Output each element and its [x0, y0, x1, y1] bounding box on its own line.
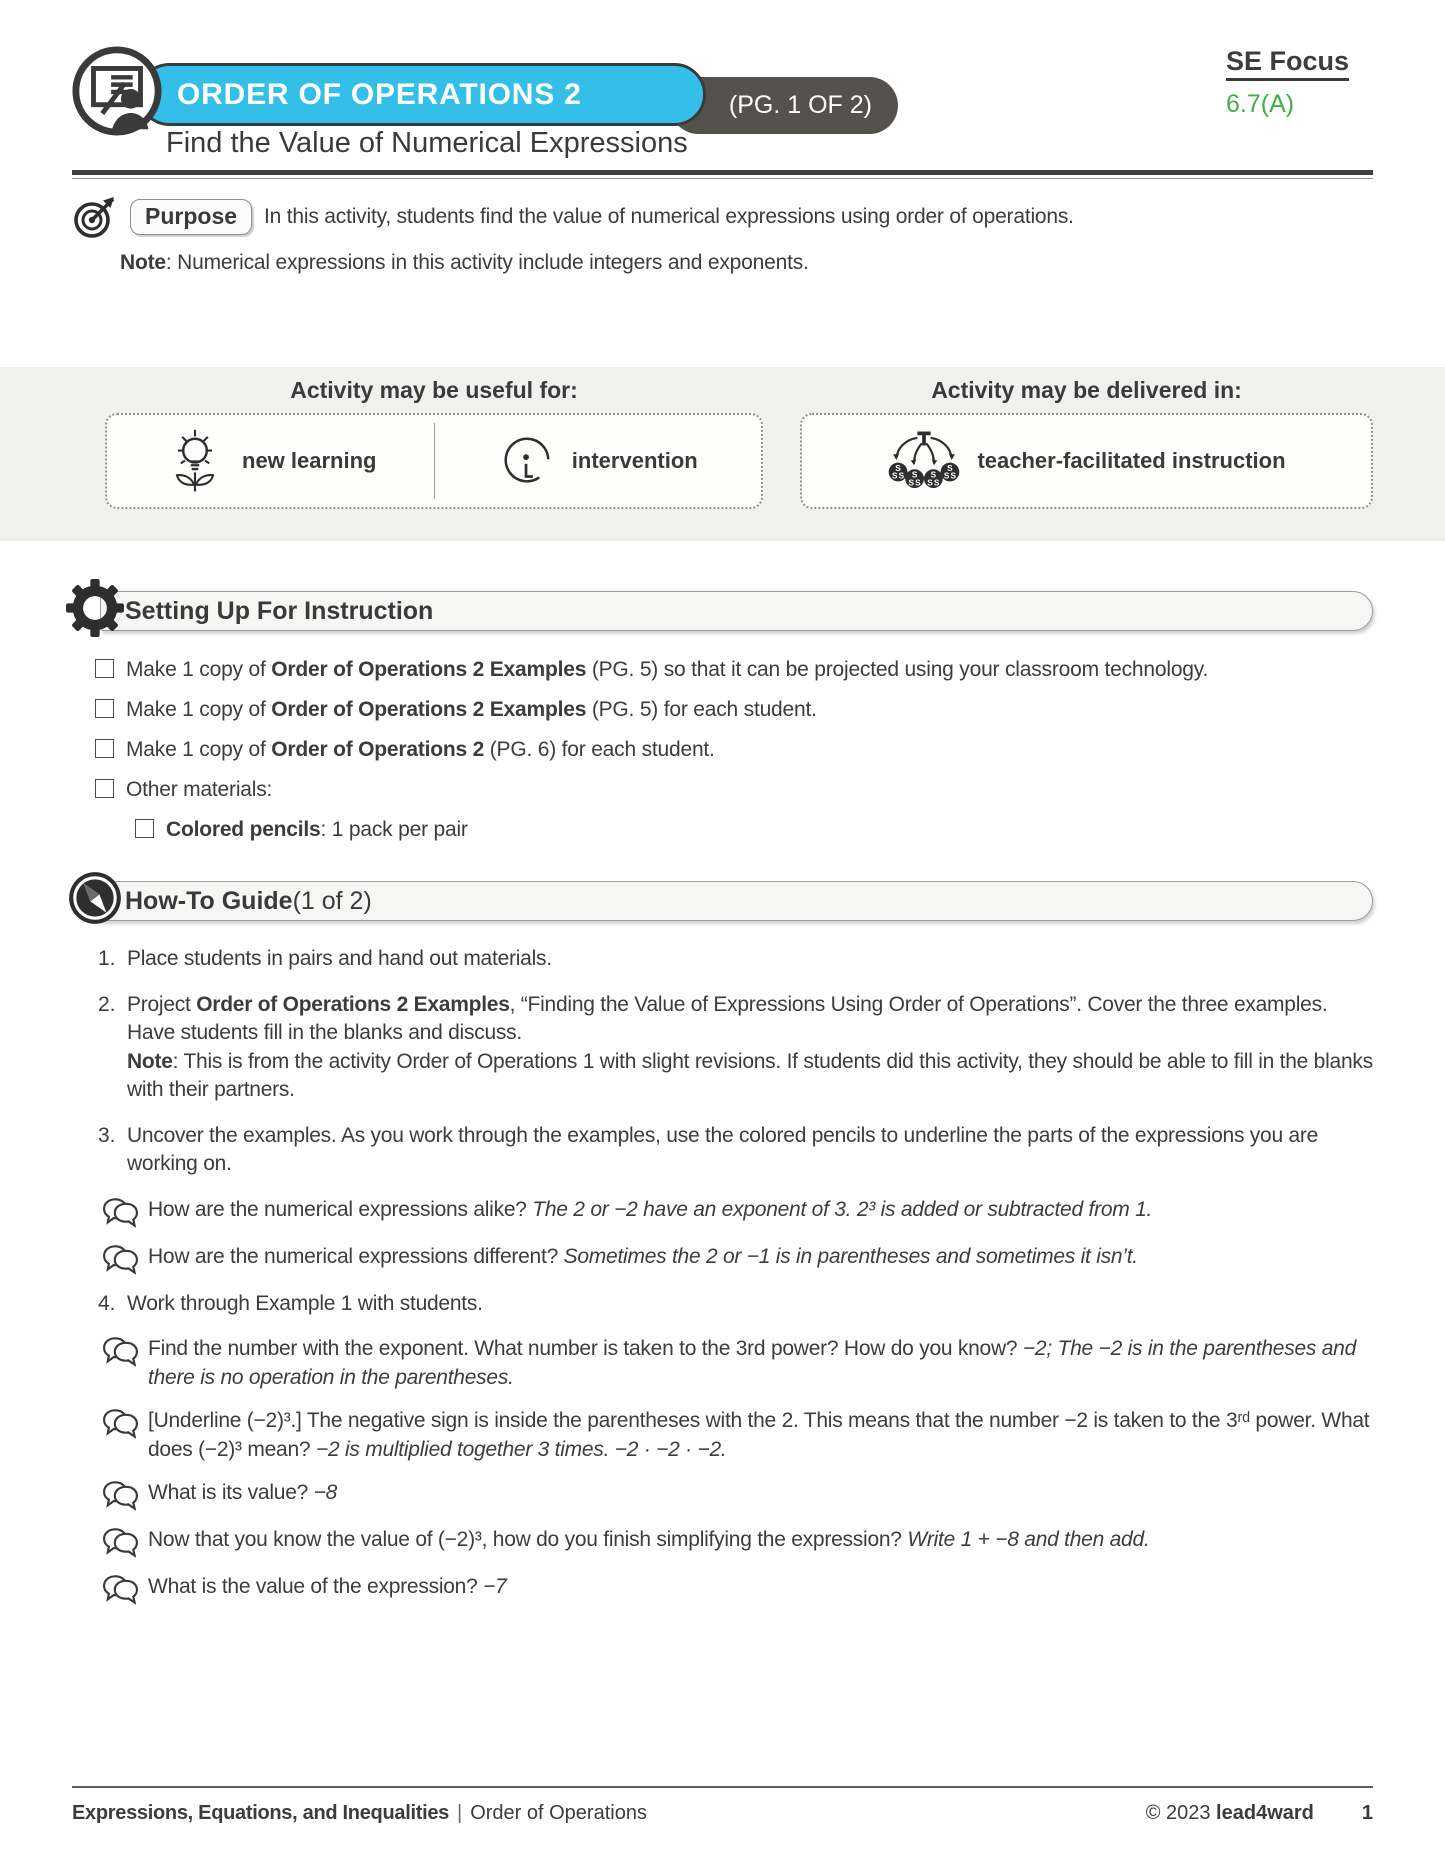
item-text: Other materials: [126, 778, 273, 801]
answer-text: −8 [313, 1481, 338, 1504]
guide-question [102, 1335, 1375, 1392]
item-bold: Order of Operations 2 [271, 738, 485, 761]
note-label: Note [120, 251, 166, 274]
useful-for-column [105, 377, 763, 509]
guide-question [102, 1573, 1375, 1605]
page-number: 1 [1361, 1802, 1373, 1824]
guide-step [98, 1122, 1375, 1179]
setup-checklist [95, 655, 1375, 855]
item-text: Make 1 copy of [126, 658, 272, 681]
question-text: Now that you know the value of (−2)³, how do you finish simplifying the expression? [148, 1528, 908, 1551]
header-divider [72, 170, 1373, 175]
item-text: (PG. 6) for each student. [484, 738, 715, 761]
step-text-part: Project [127, 992, 197, 1016]
item-bold: Order of Operations 2 Examples [271, 698, 587, 721]
teacher-facilitated-item [802, 415, 1371, 507]
step-text: Work through Example 1 with students. [127, 1291, 483, 1315]
item-text: Make 1 copy of [126, 738, 272, 761]
answer-text: −7 [483, 1575, 507, 1598]
intervention-circle-i-icon [498, 432, 556, 490]
gear-icon [66, 579, 124, 637]
delivered-in-column [800, 377, 1373, 509]
footer-strand: Expressions, Equations, and Inequalities [72, 1802, 449, 1824]
checkbox [95, 699, 114, 718]
guide-step [98, 1290, 1375, 1319]
checklist-sub-item [135, 815, 1375, 844]
guide-question [102, 1196, 1375, 1228]
teacher-students-icon [887, 429, 961, 493]
item-text: (PG. 5) for each student. [586, 698, 817, 721]
checklist-item [95, 775, 1375, 804]
intervention-label: intervention [571, 448, 698, 473]
setup-header-title: Setting Up For Instruction [125, 596, 434, 625]
purpose-section [72, 194, 1373, 275]
purpose-label: Purpose [130, 199, 252, 235]
step-text: Uncover the examples. As you work through the examples, use the colored pencils to underline the parts of the expressions you are working on. [127, 1123, 1319, 1175]
checklist-item [95, 655, 1375, 684]
checkbox [135, 819, 154, 838]
step-number: 4. [98, 1291, 116, 1315]
delivered-in-title: Activity may be delivered in: [931, 377, 1242, 403]
step-number: 3. [98, 1123, 116, 1147]
step-note [127, 1048, 1375, 1105]
useful-for-title: Activity may be useful for: [290, 377, 578, 403]
step-number: 1. [98, 947, 116, 970]
guide-question [102, 1479, 1375, 1511]
lightbulb-sprout-icon [164, 425, 226, 497]
discussion-question-icon [102, 1574, 140, 1605]
discussion-question-icon [102, 1336, 140, 1367]
note-label: Note [127, 1049, 173, 1073]
useful-for-box [105, 413, 763, 509]
intervention-item [435, 415, 762, 507]
item-text: (PG. 5) so that it can be projected using your classroom technology. [586, 658, 1209, 681]
header-divider-thin [72, 178, 1373, 179]
usage-band [0, 367, 1445, 541]
discussion-question-icon [102, 1480, 140, 1511]
target-arrow-icon [72, 194, 118, 240]
page-indicator: (PG. 1 OF 2) [728, 91, 872, 119]
presentation-board-icon [70, 44, 164, 138]
step-number: 2. [98, 992, 116, 1016]
answer-text: The 2 or −2 have an exponent of 3. 2³ is added or subtracted from 1. [532, 1197, 1153, 1221]
checkbox [95, 739, 114, 758]
footer-copyright [1146, 1802, 1314, 1825]
activity-title: ORDER OF OPERATIONS 2 [177, 77, 582, 111]
se-focus-block [1226, 46, 1349, 119]
step-text [127, 991, 1375, 1105]
answer-text: Sometimes the 2 or −1 is in parentheses and sometimes it isn’t. [563, 1244, 1138, 1268]
discussion-question-icon [102, 1527, 140, 1558]
question-text: [Underline (−2)³.] The negative sign is inside the parentheses with the 2. This means that the number −2 is taken to the 3ʳᵈ power. What does (−2)³ mean? [148, 1409, 1370, 1461]
checkbox [95, 659, 114, 678]
setup-section-header [100, 591, 1373, 631]
question-text: How are the numerical expressions alike? [148, 1197, 533, 1221]
discussion-question-icon [102, 1408, 140, 1439]
item-text: Make 1 copy of [126, 698, 272, 721]
howto-header-count: (1 of 2) [292, 886, 372, 915]
new-learning-item [107, 415, 434, 507]
page-footer [72, 1786, 1373, 1825]
guide-step [98, 991, 1375, 1105]
howto-header-title: How-To Guide [125, 886, 293, 915]
howto-section-header [100, 881, 1373, 921]
teacher-facilitated-label: teacher-facilitated instruction [977, 448, 1286, 473]
note-text: : Numerical expressions in this activity include integers and exponents. [165, 251, 809, 274]
purpose-note [120, 251, 1373, 275]
footer-breadcrumb [72, 1802, 647, 1825]
activity-subtitle: Find the Value of Numerical Expressions [166, 127, 688, 159]
discussion-question-icon [102, 1197, 140, 1228]
howto-steps [98, 945, 1375, 1620]
checklist-item [95, 695, 1375, 724]
footer-topic: Order of Operations [470, 1802, 647, 1824]
purpose-text: In this activity, students find the value of numerical expressions using order of operations. [264, 205, 1074, 228]
se-focus-label: SE Focus [1226, 46, 1349, 81]
delivered-in-box [800, 413, 1373, 509]
item-bold: Order of Operations 2 Examples [271, 658, 587, 681]
checklist-item [95, 735, 1375, 764]
note-text: : This is from the activity Order of Operations 1 with slight revisions. If students did this activity, they should be able to fill in the blanks with their partners. [127, 1049, 1373, 1101]
question-text: How are the numerical expressions different? [148, 1244, 564, 1268]
guide-question [102, 1243, 1375, 1275]
answer-text: −2 is multiplied together 3 times. −2 · −2 · −2. [315, 1437, 727, 1461]
step-text: Place students in pairs and hand out materials. [127, 947, 552, 970]
activity-title-banner [138, 63, 706, 126]
question-text: What is the value of the expression? [148, 1575, 484, 1598]
item-text: : 1 pack per pair [320, 818, 468, 841]
compass-icon [66, 869, 124, 927]
brand-name: lead4ward [1216, 1802, 1314, 1824]
answer-text: Write 1 + −8 and then add. [907, 1528, 1150, 1551]
guide-question [102, 1526, 1375, 1558]
checkbox [95, 779, 114, 798]
step-text-bold: Order of Operations 2 Examples [196, 992, 510, 1016]
item-bold: Colored pencils [166, 818, 321, 841]
se-focus-standard: 6.7(A) [1226, 90, 1295, 118]
guide-question [102, 1407, 1375, 1464]
footer-copyright-block [1146, 1802, 1373, 1825]
guide-step [98, 945, 1375, 974]
footer-separator: | [457, 1802, 463, 1824]
copyright-year: © 2023 [1145, 1802, 1217, 1824]
question-text: What is its value? [148, 1481, 314, 1504]
answer-text: −2; The −2 is in the parentheses and there is no operation in the parentheses. [148, 1337, 1356, 1389]
new-learning-label: new learning [242, 448, 377, 473]
discussion-question-icon [102, 1244, 140, 1275]
question-text: Find the number with the exponent. What number is taken to the 3rd power? How do you know? [148, 1337, 1023, 1360]
step-text-part: , “Finding the Value of Expressions Using Order of Operations”. Cover the three examples. Have students fill in the blanks and discuss. [127, 992, 1328, 1044]
